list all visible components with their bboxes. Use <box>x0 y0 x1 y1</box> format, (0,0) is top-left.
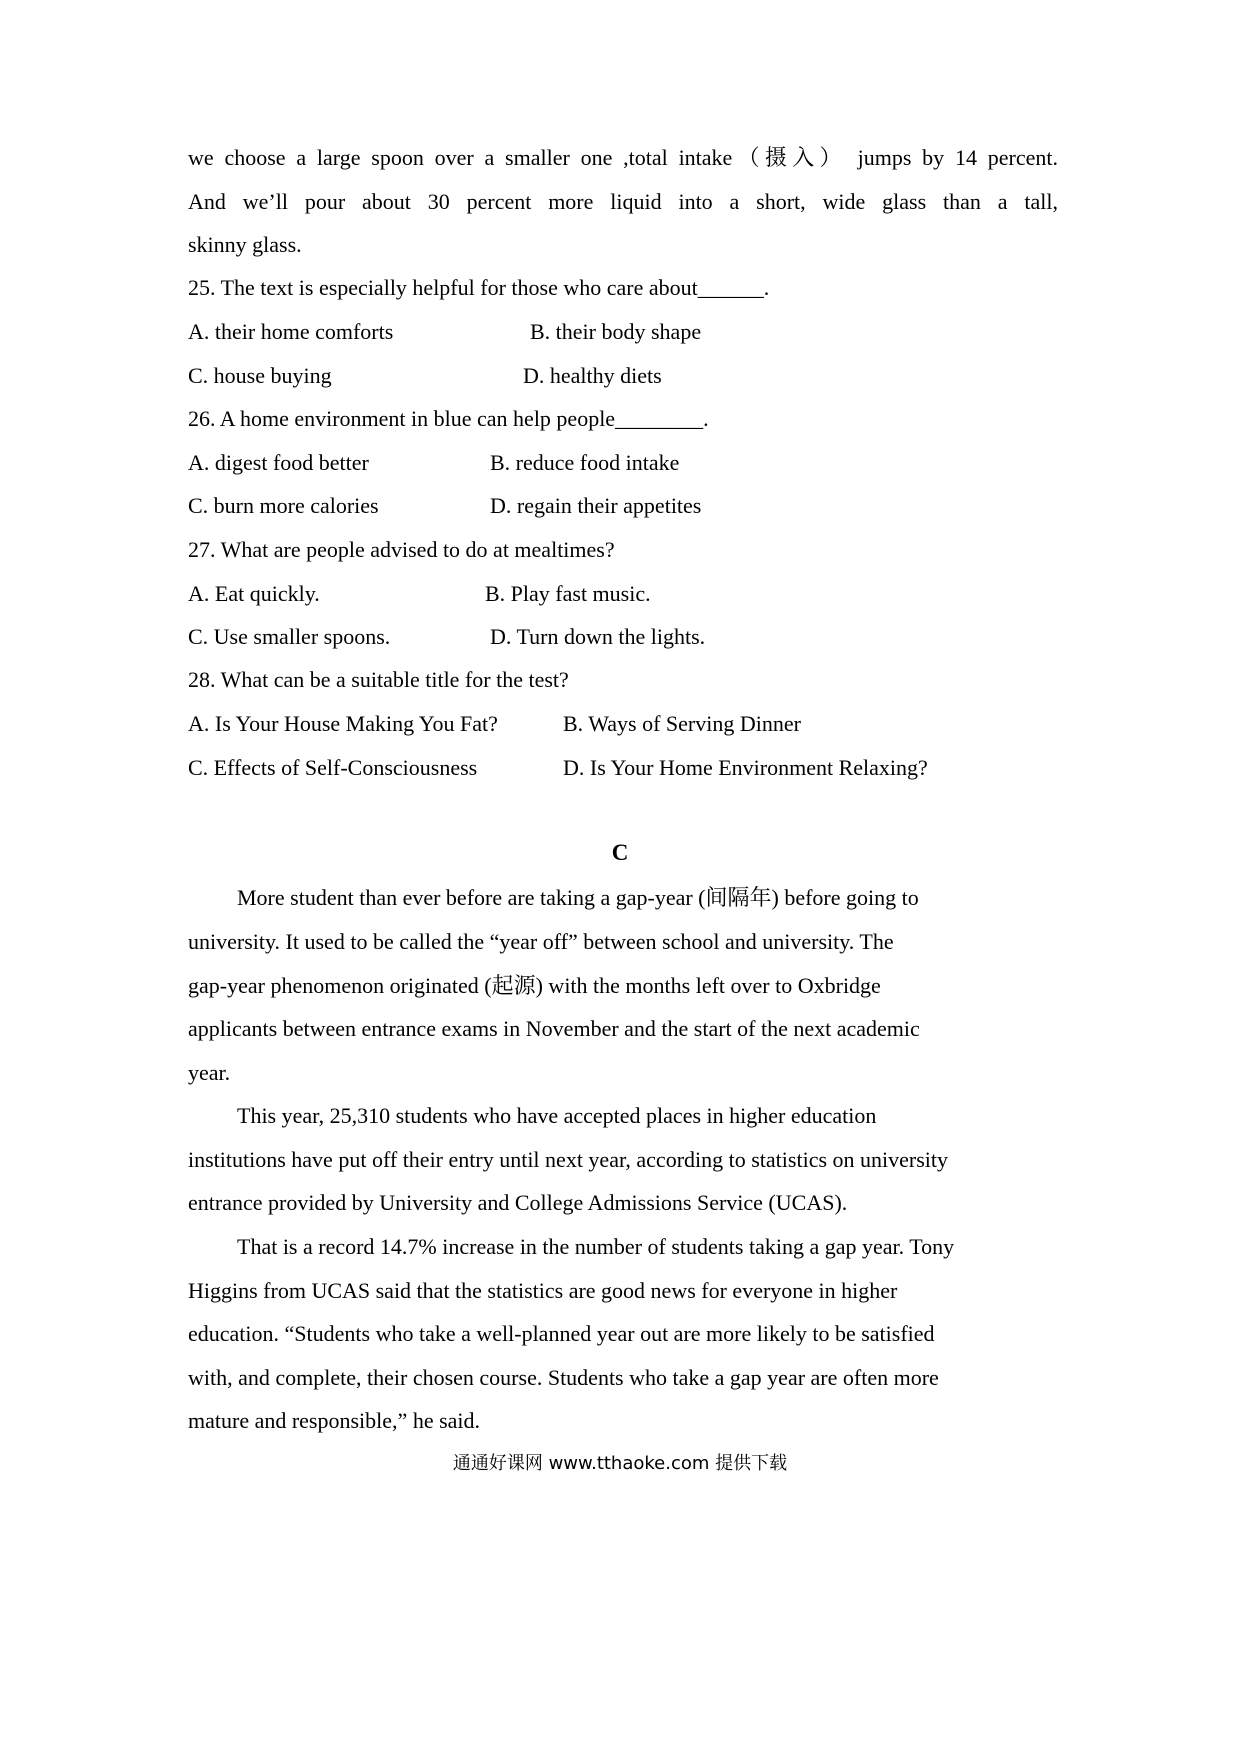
paragraph-line: entrance provided by University and College Admissions Service (UCAS). <box>188 1190 848 1215</box>
option-d: D. regain their appetites <box>490 493 702 518</box>
section-heading: C <box>611 840 629 865</box>
paragraph-line: Higgins from UCAS said that the statistics are good news for everyone in higher <box>188 1278 898 1303</box>
passage-line: And we’ll pour about 30 percent more liquid into a short, wide glass than a tall, <box>188 189 1058 214</box>
paragraph-line: institutions have put off their entry until next year, according to statistics on university <box>188 1147 949 1172</box>
option-b: B. Play fast music. <box>485 581 651 606</box>
option-b: B. Ways of Serving Dinner <box>563 711 801 736</box>
option-a: A. their home comforts <box>188 319 394 344</box>
option-d: D. Is Your Home Environment Relaxing? <box>563 755 928 780</box>
option-c: C. Use smaller spoons. <box>188 624 391 649</box>
question-stem: 25. The text is especially helpful for those who care about______. <box>188 275 770 300</box>
option-a: A. Eat quickly. <box>188 581 320 606</box>
paragraph-line: with, and complete, their chosen course. Students who take a gap year are often more <box>188 1365 939 1390</box>
option-b: B. reduce food intake <box>490 450 680 475</box>
option-a: A. digest food better <box>188 450 369 475</box>
paragraph-line: More student than ever before are taking a gap-year (间隔年) before going to <box>237 885 919 910</box>
question-stem: 28. What can be a suitable title for the test? <box>188 667 569 692</box>
paragraph-line: gap-year phenomenon originated (起源) with the months left over to Oxbridge <box>188 973 881 998</box>
option-d: D. healthy diets <box>523 363 662 388</box>
passage-line: we choose a large spoon over a smaller one ,total intake（摄入） jumps by 14 percent. <box>188 145 1058 170</box>
paragraph-line: university. It used to be called the “year off” between school and university. The <box>188 929 894 954</box>
option-a: A. Is Your House Making You Fat? <box>188 711 498 736</box>
paragraph-line: That is a record 14.7% increase in the number of students taking a gap year. Tony <box>237 1234 955 1259</box>
paragraph-line: year. <box>188 1060 231 1085</box>
option-c: C. Effects of Self-Consciousness <box>188 755 478 780</box>
paragraph-line: education. “Students who take a well-planned year out are more likely to be satisfied <box>188 1321 935 1346</box>
paragraph-line: mature and responsible,” he said. <box>188 1408 481 1433</box>
option-c: C. burn more calories <box>188 493 379 518</box>
paragraph-line: applicants between entrance exams in November and the start of the next academic <box>188 1016 920 1041</box>
footer-watermark: 通通好课网 www.tthaoke.com 提供下载 <box>452 1453 788 1474</box>
passage-line: skinny glass. <box>188 232 302 257</box>
option-d: D. Turn down the lights. <box>490 624 706 649</box>
paragraph-line: This year, 25,310 students who have accepted places in higher education <box>237 1103 877 1128</box>
option-c: C. house buying <box>188 363 332 388</box>
question-stem: 26. A home environment in blue can help people________. <box>188 406 709 431</box>
option-b: B. their body shape <box>530 319 702 344</box>
question-stem: 27. What are people advised to do at mealtimes? <box>188 537 615 562</box>
